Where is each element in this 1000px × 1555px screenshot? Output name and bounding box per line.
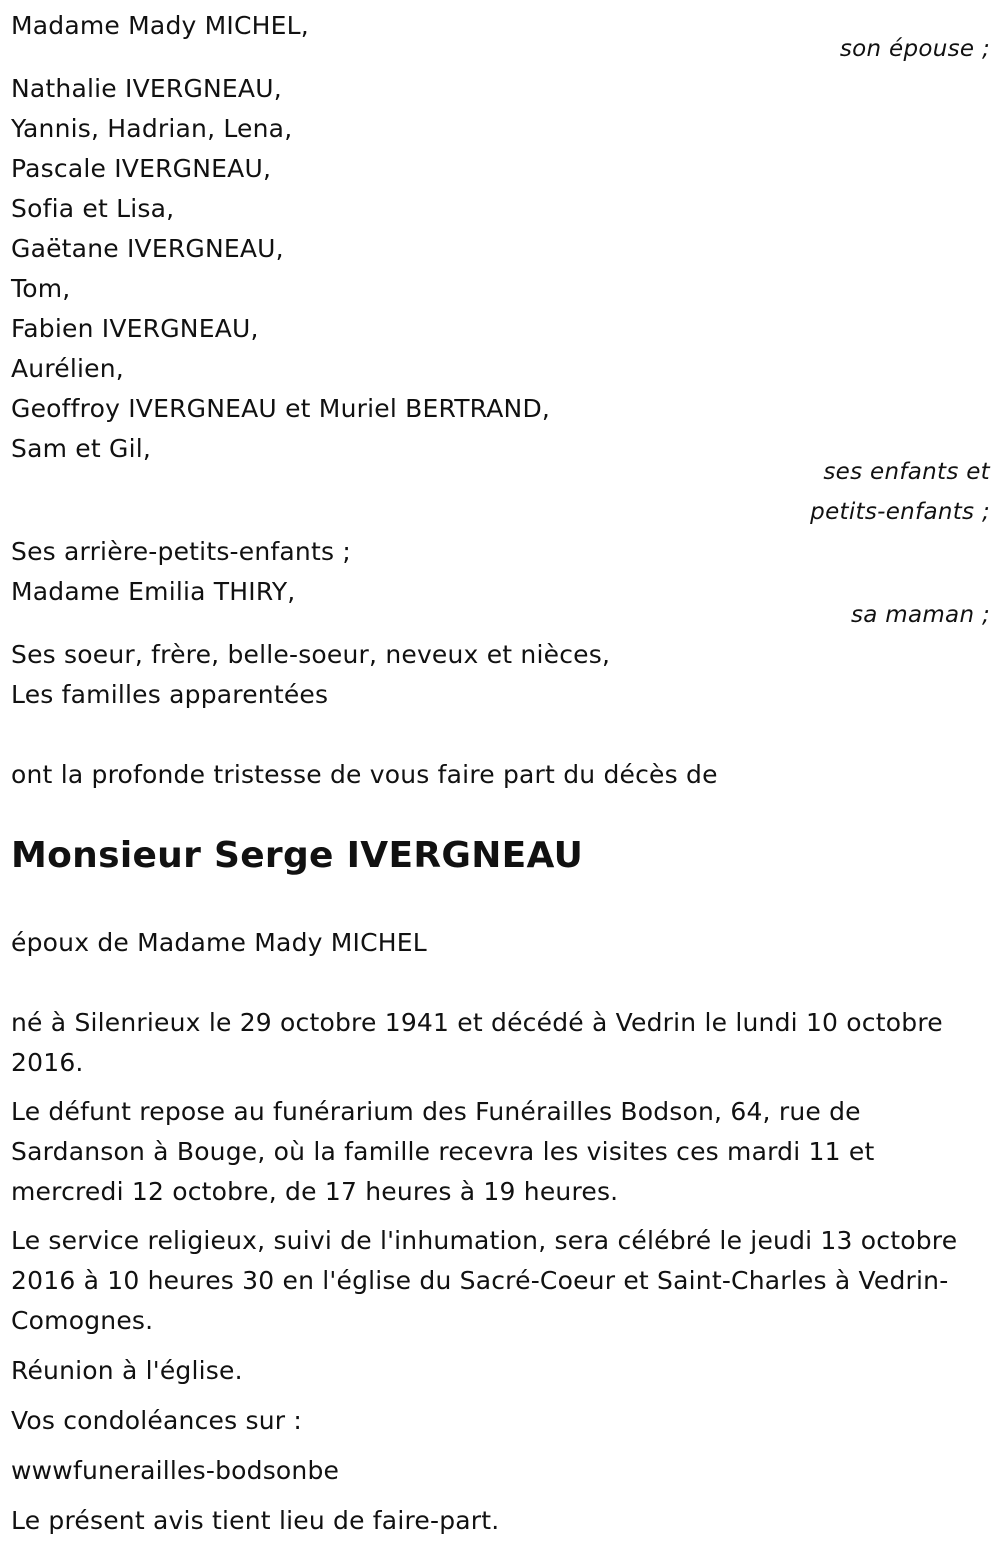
family-line: Pascale IVERGNEAU, <box>11 154 272 183</box>
family-line: Sam et Gil, <box>11 434 152 463</box>
family-line-siblings: Ses soeur, frère, belle-soeur, neveux et nièces, <box>11 640 611 669</box>
family-line: Yannis, Hadrian, Lena, <box>11 114 293 143</box>
family-line: Geoffroy IVERGNEAU et Muriel BERTRAND, <box>11 394 551 423</box>
family-line-spouse: Madame Mady MICHEL, <box>11 11 309 40</box>
family-line: Fabien IVERGNEAU, <box>11 314 259 343</box>
family-line: Tom, <box>11 274 71 303</box>
deceased-name: Monsieur Serge IVERGNEAU <box>11 835 584 876</box>
gathering-paragraph: Réunion à l'église. <box>11 1356 243 1385</box>
role-mother: sa maman ; <box>850 602 990 628</box>
announcement-text: ont la profonde tristesse de vous faire part du décès de <box>11 760 718 789</box>
family-line: Aurélien, <box>11 354 124 383</box>
condolences-website: wwwfunerailles-bodsonbe <box>11 1456 340 1485</box>
condolences-label: Vos condoléances sur : <box>11 1406 302 1435</box>
role-children: ses enfants et <box>823 459 990 485</box>
family-line: Gaëtane IVERGNEAU, <box>11 234 284 263</box>
funerarium-paragraph: Le défunt repose au funérarium des Funérailles Bodson, 64, rue de Sardanson à Bouge, où la famille recevra les visites ces mardi 11 et mercredi 12 octobre, de 17 heures à 19 heures. <box>11 1097 875 1206</box>
service-paragraph: Le service religieux, suivi de l'inhumation, sera célébré le jeudi 13 octobre 2016 à 10 heures 30 en l'église du Sacré-Coeur et Saint-Charles à Vedrin-Comognes. <box>11 1226 958 1335</box>
role-spouse: son épouse ; <box>839 36 990 62</box>
birth-death-paragraph: né à Silenrieux le 29 octobre 1941 et décédé à Vedrin le lundi 10 octobre 2016. <box>11 1008 943 1077</box>
role-grandchildren: petits-enfants ; <box>810 499 990 525</box>
family-line: Sofia et Lisa, <box>11 194 175 223</box>
family-line-relatives: Les familles apparentées <box>11 680 329 709</box>
family-line-mother: Madame Emilia THIRY, <box>11 577 296 606</box>
spouse-of-line: époux de Madame Mady MICHEL <box>11 928 427 957</box>
family-line-great-grandchildren: Ses arrière-petits-enfants ; <box>11 537 351 566</box>
closing-note: Le présent avis tient lieu de faire-part. <box>11 1506 500 1535</box>
family-line: Nathalie IVERGNEAU, <box>11 74 282 103</box>
